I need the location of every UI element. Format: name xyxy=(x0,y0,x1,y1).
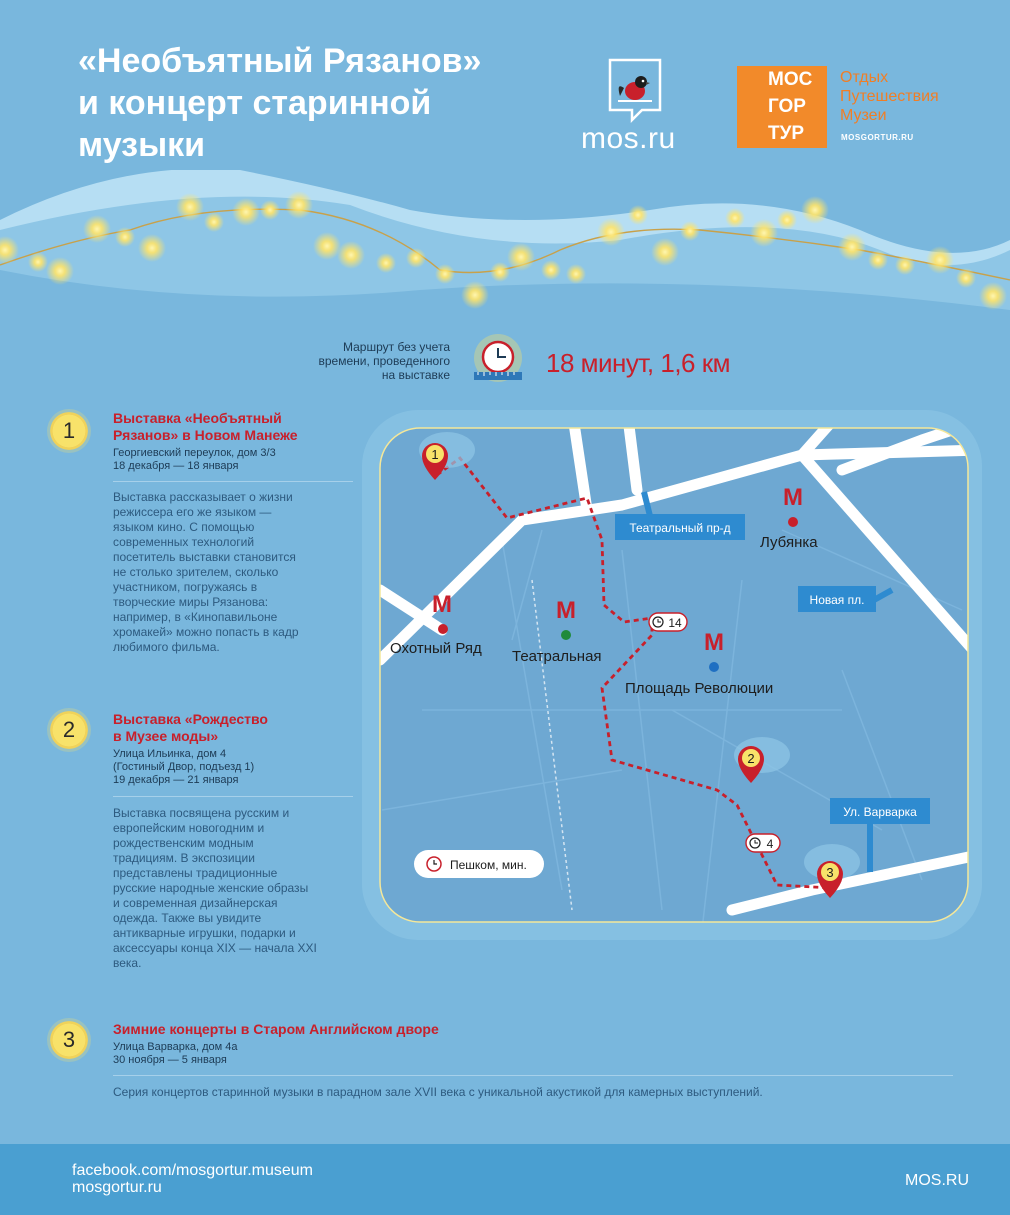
mosgortur-labels xyxy=(840,68,939,125)
section-desc-line: Выставка рассказывает о жизни xyxy=(113,490,293,504)
section-desc-line: русские народные женские образы xyxy=(113,881,309,895)
section-number-badge: 1 xyxy=(47,409,91,453)
section-desc-line: участником, погружаясь в xyxy=(113,580,258,594)
section-number-badge: 3 xyxy=(47,1018,91,1062)
garland-decoration xyxy=(0,170,1010,340)
section-divider xyxy=(113,481,353,482)
section-desc-line: современных технологий xyxy=(113,535,255,549)
title-line: музыки xyxy=(78,126,206,164)
section-desc-line: антикварные игрушки, подарки и xyxy=(113,926,296,940)
svg-text:М: М xyxy=(704,629,724,656)
section-meta-line: 19 декабря — 21 января xyxy=(113,774,239,786)
section-desc-line: рождественским модным xyxy=(113,836,254,850)
section-desc-line: аксессуары конца XIX — начала XXI xyxy=(113,941,317,955)
section-1-description xyxy=(113,490,353,655)
svg-text:14: 14 xyxy=(668,616,682,630)
walk-time-tag xyxy=(746,834,780,852)
station-label: Театральная xyxy=(512,648,602,665)
footer-links xyxy=(72,1162,313,1196)
section-desc-line: творческие миры Рязанова: xyxy=(113,595,269,609)
section-divider xyxy=(113,796,353,797)
section-title-line: в Музее моды» xyxy=(113,728,219,744)
map-legend xyxy=(414,850,544,878)
mosgortur-link[interactable]: mosgortur.ru xyxy=(72,1179,162,1196)
station-label: Площадь Революции xyxy=(625,680,774,697)
page-title xyxy=(78,40,548,166)
svg-text:М: М xyxy=(783,484,803,511)
section-meta-line: Улица Ильинка, дом 4 xyxy=(113,748,227,760)
mosru-label: mos.ru xyxy=(581,122,676,155)
section-title-line: Выставка «Необъятный xyxy=(113,410,282,426)
mosru-link[interactable]: MOS.RU xyxy=(905,1172,969,1189)
svg-text:1: 1 xyxy=(431,447,439,462)
facebook-link[interactable]: facebook.com/mosgortur.museum xyxy=(72,1162,313,1179)
section-meta-line: Георгиевский переулок, дом 3/3 xyxy=(113,447,276,459)
route-note-line: на выставке xyxy=(381,368,450,382)
mosgortur-label: Отдых xyxy=(840,69,889,86)
svg-text:2: 2 xyxy=(747,751,755,766)
section-desc-line: одежда. Также вы увидите xyxy=(113,911,262,925)
section-desc-line: Выставка посвящена русским и xyxy=(113,806,290,820)
logo-row: МОС xyxy=(768,68,813,90)
section-meta-line: 18 декабря — 18 января xyxy=(113,460,239,472)
section-desc-line: посетитель выставки становится xyxy=(113,550,296,564)
route-note-line: Маршрут без учета xyxy=(342,340,450,354)
svg-text:Ул. Варварка: Ул. Варварка xyxy=(843,805,917,819)
section-meta-line: (Гостиный Двор, подъезд 1) xyxy=(113,761,255,773)
section-1-meta xyxy=(113,447,353,473)
logo-row: ТУР xyxy=(768,122,805,144)
mosgortur-site: MOSGORTUR.RU xyxy=(841,133,914,142)
walk-time-tag xyxy=(649,613,687,631)
title-line: «Необъятный Рязанов» xyxy=(78,42,482,80)
svg-text:М: М xyxy=(556,597,576,624)
section-3-meta xyxy=(113,1041,413,1067)
svg-text:Театральный пр-д: Театральный пр-д xyxy=(629,521,731,535)
section-2-meta xyxy=(113,748,353,787)
section-divider xyxy=(113,1075,953,1076)
section-desc-line: режиссера его же языком — xyxy=(113,505,272,519)
section-meta-line: Улица Варварка, дом 4а xyxy=(113,1041,238,1053)
section-3-description: Серия концертов старинной музыки в парадном зале XVII века с уникальной акустикой для камерных выступлений. xyxy=(113,1085,763,1099)
route-note xyxy=(300,340,450,382)
section-desc-line: европейским новогодним и xyxy=(113,821,265,835)
section-desc-line: хромакей» можно попасть в кадр xyxy=(113,625,299,639)
bullfinch-icon xyxy=(618,76,652,101)
station-label: Охотный Ряд xyxy=(390,640,482,657)
section-desc-line: языком кино. С помощью xyxy=(113,520,255,534)
mosgortur-label: Музеи xyxy=(840,107,887,124)
route-note-line: времени, проведенного xyxy=(318,354,450,368)
section-desc-line: века. xyxy=(113,956,142,970)
title-line: и концерт старинной xyxy=(78,84,432,122)
route-summary: 18 минут, 1,6 км xyxy=(546,348,730,378)
svg-text:3: 3 xyxy=(826,865,834,880)
section-title-line: Выставка «Рождество xyxy=(113,711,268,727)
section-desc-line: представлены традиционные xyxy=(113,866,278,880)
route-map xyxy=(362,410,982,940)
mosgortur-label: Путешествия xyxy=(840,88,939,105)
section-desc-line: не столько зрителем, сколько xyxy=(113,565,279,579)
section-desc-line: например, в «Кинопавильоне xyxy=(113,610,278,624)
clock-ruler-icon xyxy=(462,332,534,390)
svg-text:М: М xyxy=(432,591,452,618)
section-3-title: Зимние концерты в Старом Английском дворе xyxy=(113,1021,439,1037)
section-desc-line: любимого фильма. xyxy=(113,640,220,654)
section-desc-line: и современная дизайнерская xyxy=(113,896,278,910)
section-2-description xyxy=(113,806,358,971)
section-1-title xyxy=(113,410,353,444)
svg-text:Пешком, мин.: Пешком, мин. xyxy=(450,858,527,872)
svg-text:4: 4 xyxy=(766,837,774,851)
station-label: Лубянка xyxy=(760,534,818,551)
section-2-title xyxy=(113,711,353,745)
svg-text:Новая пл.: Новая пл. xyxy=(809,593,865,607)
logo-row: ГОР xyxy=(768,95,806,117)
section-number-badge: 2 xyxy=(47,708,91,752)
section-meta-line: 30 ноября — 5 января xyxy=(113,1054,227,1066)
section-desc-line: традициям. В экспозиции xyxy=(113,851,255,865)
section-title-line: Рязанов» в Новом Манеже xyxy=(113,427,298,443)
mosgortur-logo xyxy=(737,66,827,148)
